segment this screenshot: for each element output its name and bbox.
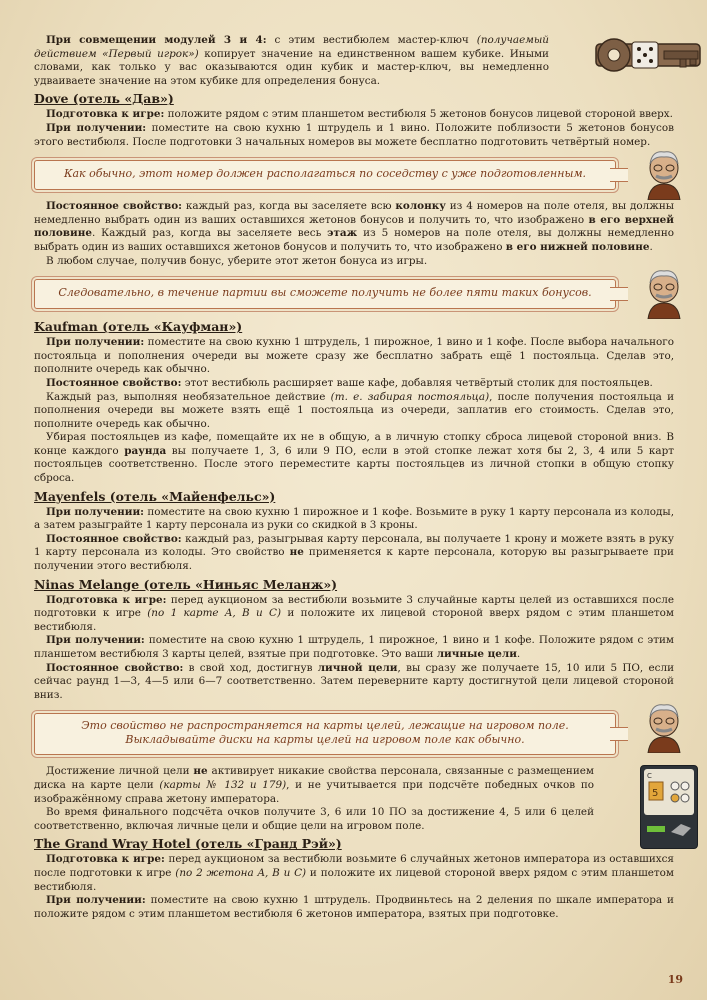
token-value: 5 — [652, 788, 659, 800]
kaufman-receive — [34, 336, 674, 377]
kaufman-receive-text: поместите на свою кухню 1 штрудель, 1 пирожное, 1 вино и 1 кофе. После выбора начального постояльца и пополнения очереди вы можете сразу же бесплатно забрать ещё 1 постояльца. Сделав это, пополните очередь как обычно. — [34, 336, 674, 376]
ninas-p5-t1: Достижение личной цели — [46, 765, 194, 778]
dove-callout-1-text: Как обычно, этот номер должен располагаться по соседству с уже подготовленным. — [63, 167, 587, 181]
mayenfels-permanent — [34, 533, 674, 574]
ninas-p6: Во время финального подсчёта очков получите 3, 6 или 10 ПО за достижение 4, 5 или 6 целей соответственно, включая личные цели и общие цели на игровом поле. — [34, 806, 594, 832]
ninas-receive-b1: личные цели — [436, 648, 517, 660]
token-letter: C — [647, 772, 652, 781]
dove-setup — [34, 108, 674, 122]
master-key-dice-icon — [594, 34, 704, 74]
kaufman-perm-lead: Постоянное свойство: — [46, 376, 182, 389]
mayenfels-title: Mayenfels (отель «Майенфельс») — [34, 488, 276, 504]
kaufman-p4-b1: раунда — [124, 444, 167, 457]
ninas-perm-t2: , вы сразу же получаете 15, 10 или 5 ПО, если сейчас раунд 1—3, 4—5 или 6—7 соответственно. Затем переверните карту достигнутой цели лицевой стороной вниз. — [34, 661, 674, 701]
old-man-avatar-icon — [640, 701, 688, 753]
grandwray-setup-t2: и положите их лицевой стороной вверх рядом с этим планшетом вестибюля. — [34, 866, 674, 893]
ninas-callout-text: Это свойство не распространяется на карты целей, лежащие на игровом поле. Выкладывайте диски на карты целей на игровом поле как обычно. — [81, 719, 569, 747]
ninas-p5 — [34, 765, 594, 806]
modules-note-lead: При совмещении модулей 3 и 4: — [46, 34, 267, 46]
dove-perm-t4: из 5 номеров на поле отеля, вы должны немедленно выбрать один из ваших оставшихся жетонов бонусов и получить то, что изображено — [34, 227, 674, 253]
dove-perm-b2: в его верхней половине — [34, 213, 674, 240]
mayenfels-receive-text: поместите на свою кухню 1 пирожное и 1 кофе. Возьмите в руку 1 карту персонала из колоды, а затем разыграйте 1 карту персонала из руки со скидкой в 3 кроны. — [34, 505, 674, 532]
dove-perm-t2: из 4 номеров на поле отеля, вы должны немедленно выбрать один из ваших оставшихся жетонов бонусов и получить то, что изображено — [34, 200, 675, 226]
ninas-setup — [34, 594, 674, 635]
mayenfels-receive-lead: При получении: — [46, 505, 145, 518]
dove-title: Dove (отель «Дав») — [34, 91, 174, 107]
modules-note — [34, 34, 549, 88]
dove-receive-lead: При получении: — [46, 121, 147, 134]
grandwray-setup — [34, 853, 674, 894]
old-man-avatar-icon — [640, 148, 688, 200]
dove-perm-b1: колонку — [395, 200, 446, 213]
dove-setup-text: положите рядом с этим планшетом вестибюля 5 жетонов бонусов лицевой стороной вверх. — [164, 108, 673, 121]
ninas-p5-i1: (карты № 132 и 179) — [159, 778, 287, 791]
kaufman-p4 — [34, 431, 674, 485]
ninas-p5-t3: , и не учитывается при подсчёте победных очков по изображённому справа жетону императора. — [34, 778, 594, 805]
ninas-setup-lead: Подготовка к игре: — [46, 593, 167, 606]
mayenfels-perm-t2: применяется к карте персонала, которую вы разыгрываете при получении этого вестибюля. — [34, 546, 674, 573]
modules-note-section — [34, 34, 674, 88]
dove-perm-b3: этаж — [327, 227, 358, 240]
dove-perm-lead: Постоянное свойство: — [46, 200, 182, 213]
grandwray-setup-i1: (по 2 жетона A, B и C) — [175, 866, 307, 879]
kaufman-p4-t1: Убирая постояльцев из кафе, помещайте их не в общую, а в личную стопку сброса лицевой стороной вниз. В конце каждого — [34, 431, 674, 457]
ninas-setup-t2: и положите их лицевой стороной вверх рядом с этим планшетом вестибюля. — [34, 607, 675, 633]
mayenfels-perm-b1: не — [289, 546, 304, 559]
dove-setup-lead: Подготовка к игре: — [46, 108, 165, 121]
dove-callout-2-text: Следовательно, в течение партии вы сможете получить не более пяти таких бонусов. — [58, 286, 592, 300]
dove-callout-2 — [34, 277, 674, 309]
old-man-avatar-icon — [640, 267, 688, 319]
content-column — [34, 34, 674, 921]
grandwray-receive-text: поместите на свою кухню 1 штрудель. Продвиньтесь на 2 деления по шкале императора и положите рядом с этим планшетом вестибюля 6 жетонов императора, взятых при подготовке. — [34, 894, 674, 920]
grandwray-setup-lead: Подготовка к игре: — [46, 853, 165, 866]
kaufman-p3-i1: (т. е. забирая постояльца) — [330, 390, 490, 403]
ninas-setup-i1: (по 1 карте A, B и C) — [147, 607, 282, 620]
ninas-perm-t1: в свой ход, достигнув — [183, 661, 318, 674]
ninas-receive-t2: . — [516, 648, 521, 660]
dove-permanent — [34, 200, 674, 254]
ninas-extra-section — [34, 765, 674, 833]
kaufman-p3-t1: Каждый раз, выполняя необязательное действие — [46, 390, 331, 403]
dove-perm-t1: каждый раз, когда вы заселяете всю — [182, 200, 396, 213]
ninas-p5-t2: активирует никакие свойства персонала, связанные с размещением диска на карте цели — [34, 765, 594, 791]
dove-callout-1 — [34, 158, 674, 190]
ninas-p5-b1: не — [193, 765, 208, 778]
kaufman-receive-lead: При получении: — [46, 336, 145, 349]
mayenfels-perm-t1: каждый раз, разыгрывая карту персонала, вы получаете 1 крону и можете взять в руку 1 карту персонала из колоды. Это свойство — [34, 532, 674, 559]
dove-perm-t3: . Каждый раз, когда вы заселяете весь — [91, 227, 328, 240]
dove-perm-b4: в его нижней половине — [505, 240, 650, 253]
callout-tail — [610, 287, 628, 301]
modules-note-italic: (получаемый действием «Первый игрок») — [34, 34, 549, 60]
grandwray-title: The Grand Wray Hotel (отель «Гранд Рэй») — [34, 836, 342, 852]
ninas-perm-lead: Постоянное свойство: — [46, 661, 184, 674]
ninas-setup-t1: перед аукционом за вестибюли возьмите 3 случайные карты целей из оставшихся после подготовки к игре — [34, 593, 674, 620]
ninas-callout — [34, 711, 674, 755]
modules-note-text-1: с этим вестибюлем мастер-ключ — [266, 34, 477, 46]
kaufman-title: Kaufman (отель «Кауфман») — [34, 319, 243, 335]
kaufman-p3 — [34, 391, 674, 432]
modules-note-text-2: копирует значение на единственном вашем кубике. Иными словами, как только у вас оказываются один кубик и мастер-ключ, вы немедленно удваиваете значение на этом кубике для определения бонуса. — [34, 47, 549, 87]
grandwray-receive-lead: При получении: — [46, 894, 146, 907]
dove-perm-last: В любом случае, получив бонус, уберите этот жетон бонуса из игры. — [46, 254, 428, 267]
dove-receive-text: поместите на свою кухню 1 штрудель и 1 вино. Положите поблизости 5 жетонов бонусов этого вестибюля. После подготовки 3 начальных номеров вы можете бесплатно подготовить четвёртый номер. — [34, 121, 674, 148]
emperor-token-card — [640, 765, 698, 849]
kaufman-permanent — [34, 377, 674, 391]
grandwray-setup-t1: перед аукционом за вестибюли возьмите 6 случайных жетонов императора из оставшихся после подготовки к игре — [34, 853, 674, 879]
ninas-title: Ninas Melange (отель «Ниньяс Меланж») — [34, 576, 338, 592]
dove-perm-t5: . — [649, 240, 653, 253]
grandwray-receive — [34, 894, 674, 921]
kaufman-p3-t2: , после получения постояльца и пополнения очереди вы можете взять ещё 1 постояльца из очереди, заплатив его стоимость. Сделав это, пополните очередь как обычно. — [34, 390, 674, 430]
ninas-perm-b1: личной цели — [317, 661, 398, 674]
emperor-token-icon — [641, 766, 697, 848]
page-number: 19 — [667, 973, 683, 986]
ninas-receive — [34, 634, 674, 661]
ninas-receive-lead: При получении: — [46, 634, 145, 647]
dove-receive — [34, 122, 674, 149]
kaufman-perm-text: этот вестибюль расширяет ваше кафе, добавляя четвёртый столик для постояльцев. — [181, 376, 653, 389]
mayenfels-perm-lead: Постоянное свойство: — [46, 532, 182, 545]
callout-tail — [610, 168, 628, 182]
ninas-receive-t1: поместите на свою кухню 1 штрудель, 1 пирожное, 1 вино и 1 кофе. Положите рядом с этим планшетом вестибюля 3 карты целей, взятые при подготовке. Это ваши — [34, 634, 674, 660]
kaufman-p4-t2: вы получаете 1, 3, 6 или 9 ПО, если в этой стопке лежат хотя бы 2, 3, 4 или 5 карт постояльцев соответственно. После этого переместите карты постояльцев из личной стопки в общую стопку сброса. — [34, 444, 674, 485]
ninas-permanent — [34, 662, 674, 703]
callout-tail — [610, 727, 628, 741]
mayenfels-receive — [34, 506, 674, 533]
